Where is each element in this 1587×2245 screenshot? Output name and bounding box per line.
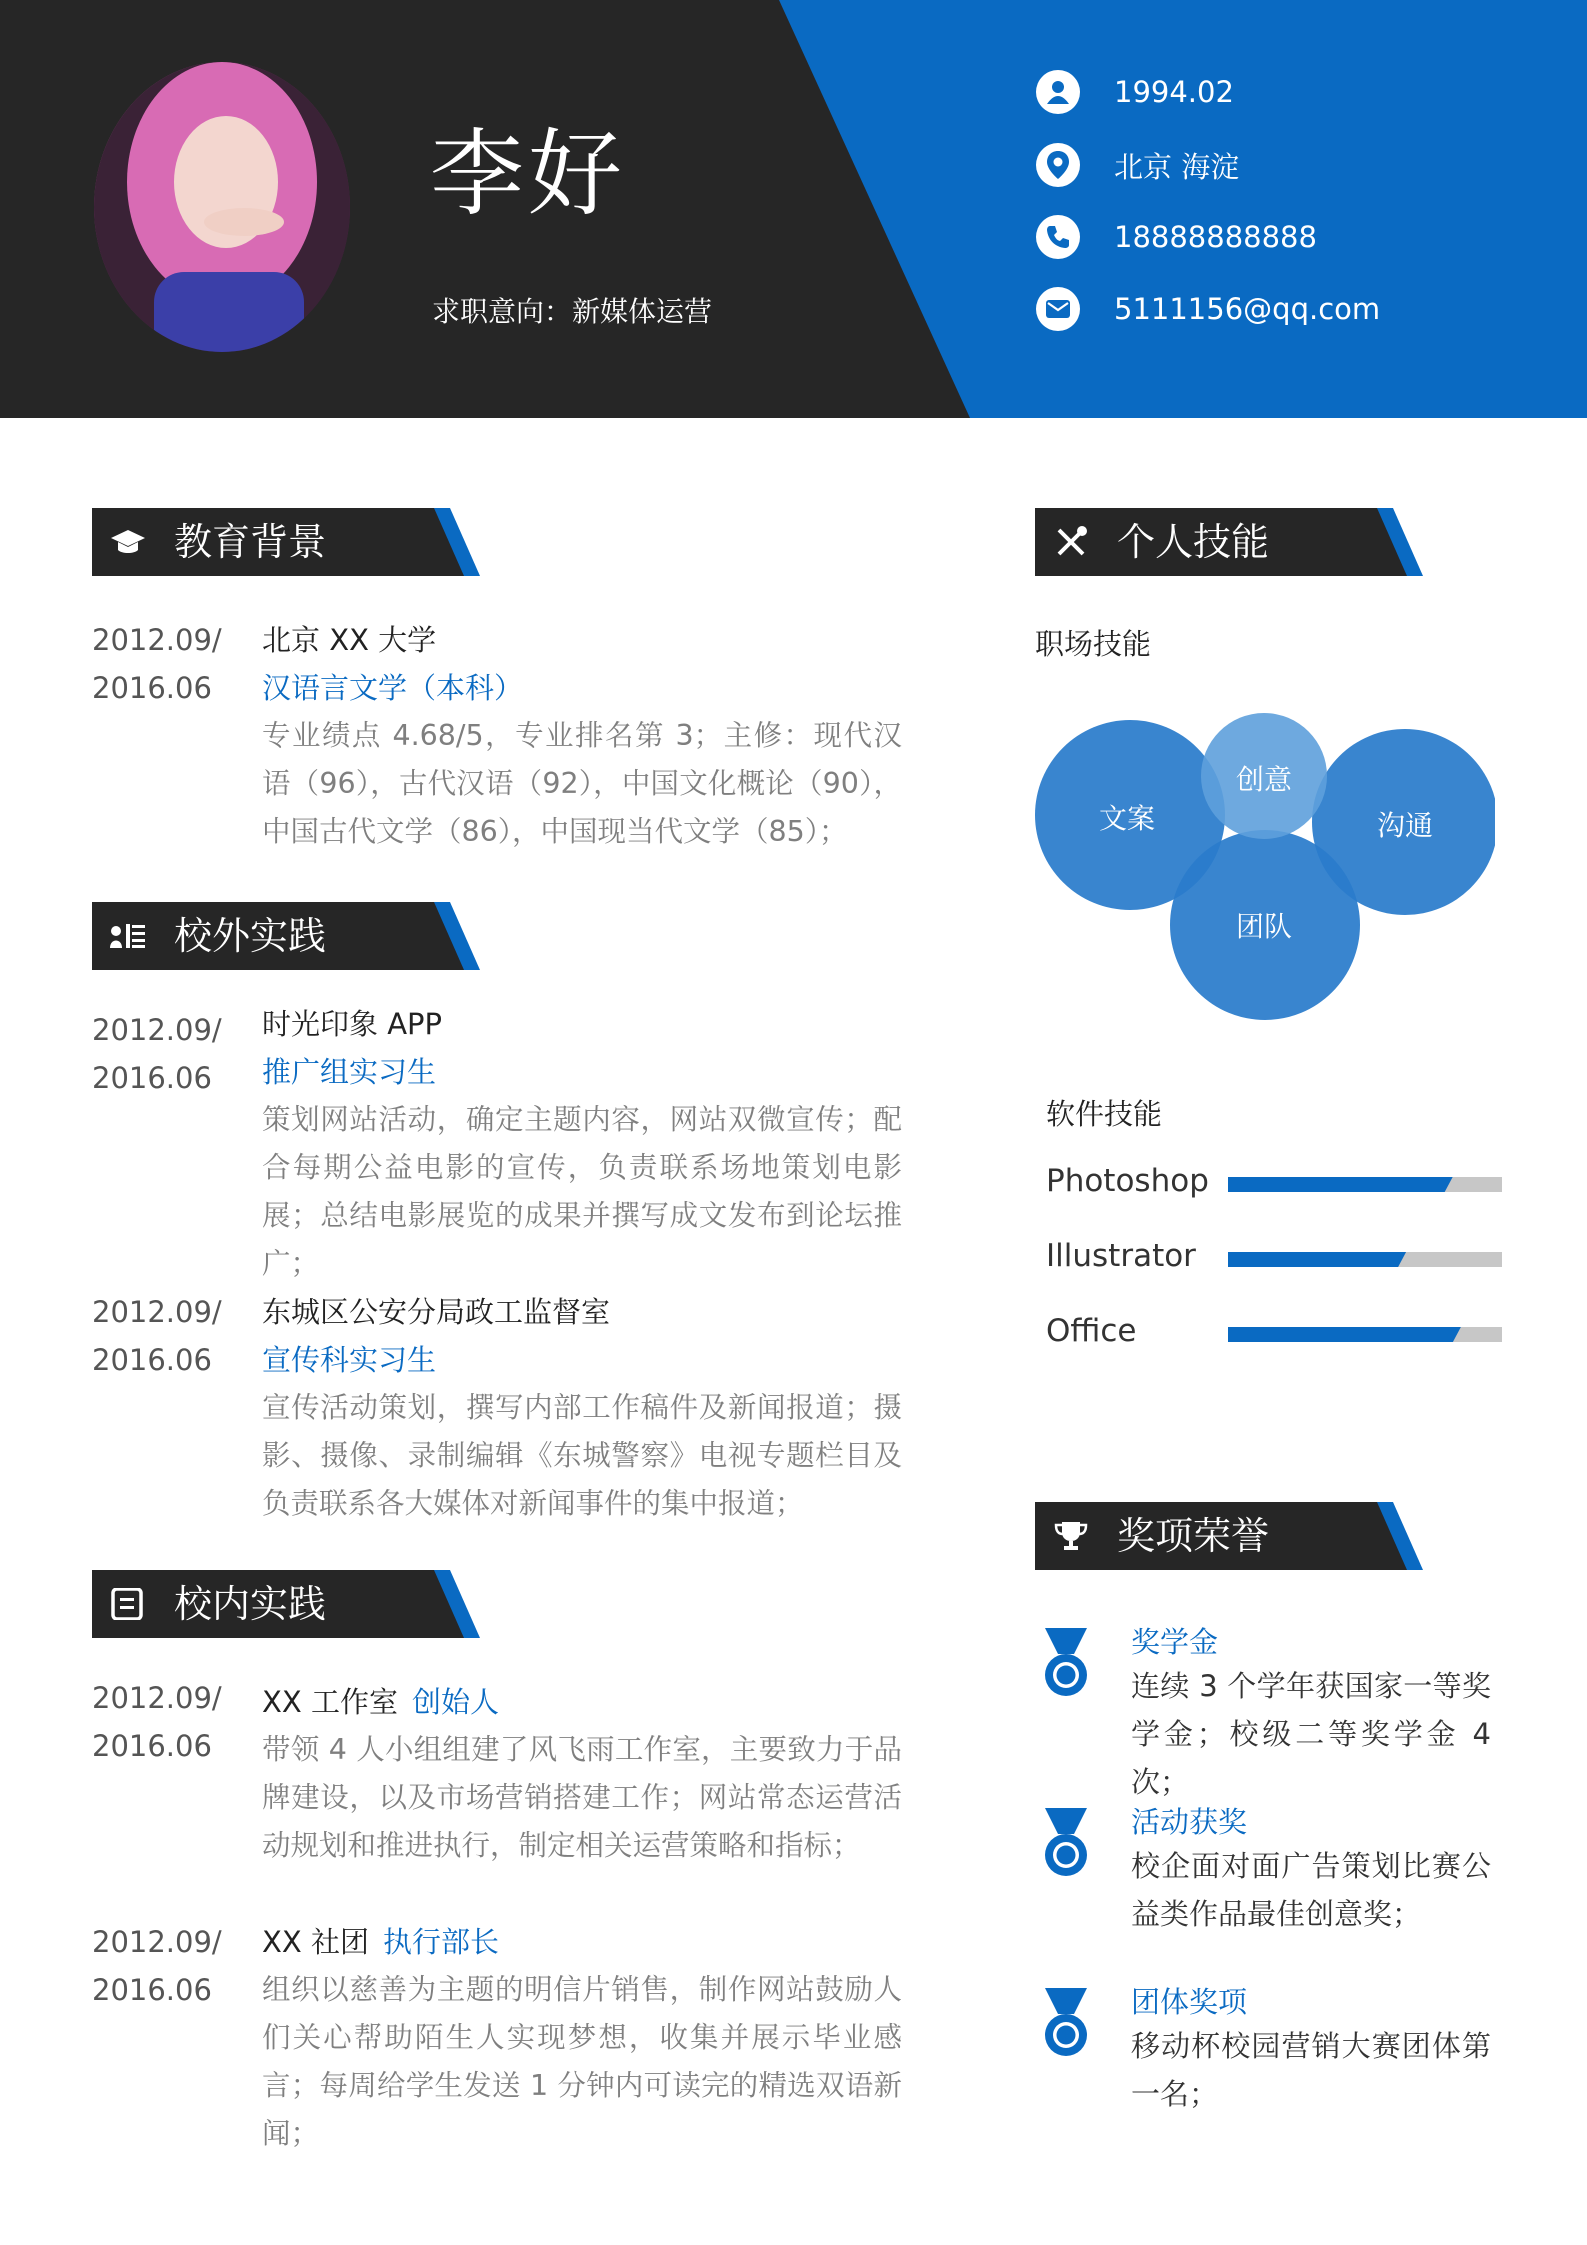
camp1-role: 创始人: [411, 1685, 499, 1719]
venn-label-communication: 沟通: [1376, 809, 1434, 842]
phone-icon: [1036, 215, 1080, 259]
job-intent: 求职意向：新媒体运营: [432, 295, 713, 328]
trophy-icon: [1053, 1520, 1089, 1552]
camp1-desc: 带领 4 人小组组建了风飞雨工作室，主要致力于品牌建设，以及市场营销搭建工作；网站常态运营活动规划和推进执行，制定相关运营策略和指标；: [262, 1733, 902, 1862]
section-education: [92, 508, 480, 576]
award-title: 奖学金: [1131, 1625, 1219, 1659]
section-title: 个人技能: [1117, 520, 1270, 564]
camp2-desc: 组织以慈善为主题的明信片销售，制作网站鼓励人们关心帮助陌生人实现梦想，收集并展示毕业感言；每周给学生发送 1 分钟内可读完的精选双语新闻；: [262, 1973, 902, 2150]
avatar: [94, 62, 350, 352]
camp1-date-end: 2016.06: [92, 1729, 212, 1763]
contact-phone: [1036, 213, 1317, 261]
software-name: Illustrator: [1046, 1238, 1196, 1274]
contact-location: [1036, 141, 1239, 189]
section-title: 校内实践: [174, 1582, 327, 1626]
camp2-date-start: 2012.09/: [92, 1925, 222, 1959]
medal-icon: [1041, 1988, 1091, 2060]
camp2-org: [262, 1918, 499, 1966]
contact-location-text: 北京 海淀: [1114, 149, 1240, 184]
location-pin-icon: [1036, 143, 1080, 187]
camp1-date-start: 2012.09/: [92, 1681, 222, 1715]
section-awards: [1035, 1502, 1423, 1570]
tools-icon: [1053, 526, 1089, 558]
award-desc: 移动杯校园营销大赛团体第一名；: [1131, 2029, 1491, 2111]
award-desc: 校企面对面广告策划比赛公益类作品最佳创意奖；: [1131, 1849, 1491, 1931]
medal-icon: [1041, 1628, 1091, 1700]
section-title: 奖项荣誉: [1117, 1514, 1270, 1558]
contact-phone-text: 18888888888: [1114, 220, 1317, 254]
contact-email-text: 5111156@qq.com: [1114, 292, 1381, 326]
edu-date-end: 2016.06: [92, 671, 212, 705]
ext1-role: 推广组实习生: [262, 1055, 437, 1089]
graduation-cap-icon: [110, 526, 146, 558]
workplace-skills-title: 职场技能: [1035, 627, 1152, 661]
edu-school: 北京 XX 大学: [262, 623, 437, 657]
avatar-photo: [94, 62, 350, 352]
section-title: 校外实践: [174, 914, 327, 958]
camp1-org: [262, 1678, 499, 1726]
software-level-bar: [1228, 1177, 1502, 1192]
contact-email: [1036, 285, 1380, 333]
software-name: Office: [1046, 1313, 1137, 1349]
section-campus: [92, 1570, 480, 1638]
skills-venn-diagram: [1035, 710, 1495, 1030]
software-level-fill: [1228, 1327, 1461, 1342]
candidate-name: 李好: [430, 120, 627, 229]
ext2-date-start: 2012.09/: [92, 1295, 222, 1329]
mail-icon: [1036, 287, 1080, 331]
section-title: 教育背景: [174, 520, 327, 564]
ext1-org: 时光印象 APP: [262, 1007, 443, 1041]
section-skills: [1035, 508, 1423, 576]
venn-label-creativity: 创意: [1235, 763, 1293, 796]
contact-birth-text: 1994.02: [1114, 75, 1234, 109]
medal-icon: [1041, 1808, 1091, 1880]
list-icon: [110, 920, 146, 952]
venn-label-team: 团队: [1235, 910, 1293, 943]
person-icon: [1036, 70, 1080, 114]
edu-major: 汉语言文学（本科）: [262, 671, 524, 705]
ext2-org: 东城区公安分局政工监督室: [262, 1295, 611, 1329]
award-title: 团体奖项: [1131, 1985, 1248, 2019]
award-desc: 连续 3 个学年获国家一等奖学金；校级二等奖学金 4 次；: [1131, 1669, 1491, 1799]
venn-label-copywriting: 文案: [1098, 802, 1156, 835]
section-external: [92, 902, 480, 970]
software-level-bar: [1228, 1252, 1502, 1267]
document-icon: [110, 1588, 146, 1620]
ext1-desc: 策划网站活动，确定主题内容，网站双微宣传；配合每期公益电影的宣传，负责联系场地策划电影展；总结电影展览的成果并撰写成文发布到论坛推广；: [262, 1103, 902, 1280]
ext2-role: 宣传科实习生: [262, 1343, 437, 1377]
ext2-date-end: 2016.06: [92, 1343, 212, 1377]
edu-desc: 专业绩点 4.68/5，专业排名第 3；主修：现代汉语（96），古代汉语（92），中国文化概论（90），中国古代文学（86），中国现当代文学（85）；: [262, 719, 902, 848]
software-name: Photoshop: [1046, 1163, 1209, 1199]
camp2-org-name: XX 社团: [262, 1925, 369, 1959]
ext1-date-start: 2012.09/: [92, 1013, 222, 1047]
contact-birth: [1036, 68, 1234, 116]
software-level-fill: [1228, 1177, 1453, 1192]
award-title: 活动获奖: [1131, 1805, 1248, 1839]
software-level-fill: [1228, 1252, 1406, 1267]
software-skills-title: 软件技能: [1046, 1097, 1163, 1131]
camp2-role: 执行部长: [382, 1925, 499, 1959]
ext2-desc: 宣传活动策划，撰写内部工作稿件及新闻报道；摄影、摄像、录制编辑《东城警察》电视专题栏目及负责联系各大媒体对新闻事件的集中报道；: [262, 1391, 902, 1520]
camp1-org-name: XX 工作室: [262, 1685, 398, 1719]
camp2-date-end: 2016.06: [92, 1973, 212, 2007]
ext1-date-end: 2016.06: [92, 1061, 212, 1095]
software-level-bar: [1228, 1327, 1502, 1342]
edu-date-start: 2012.09/: [92, 623, 222, 657]
